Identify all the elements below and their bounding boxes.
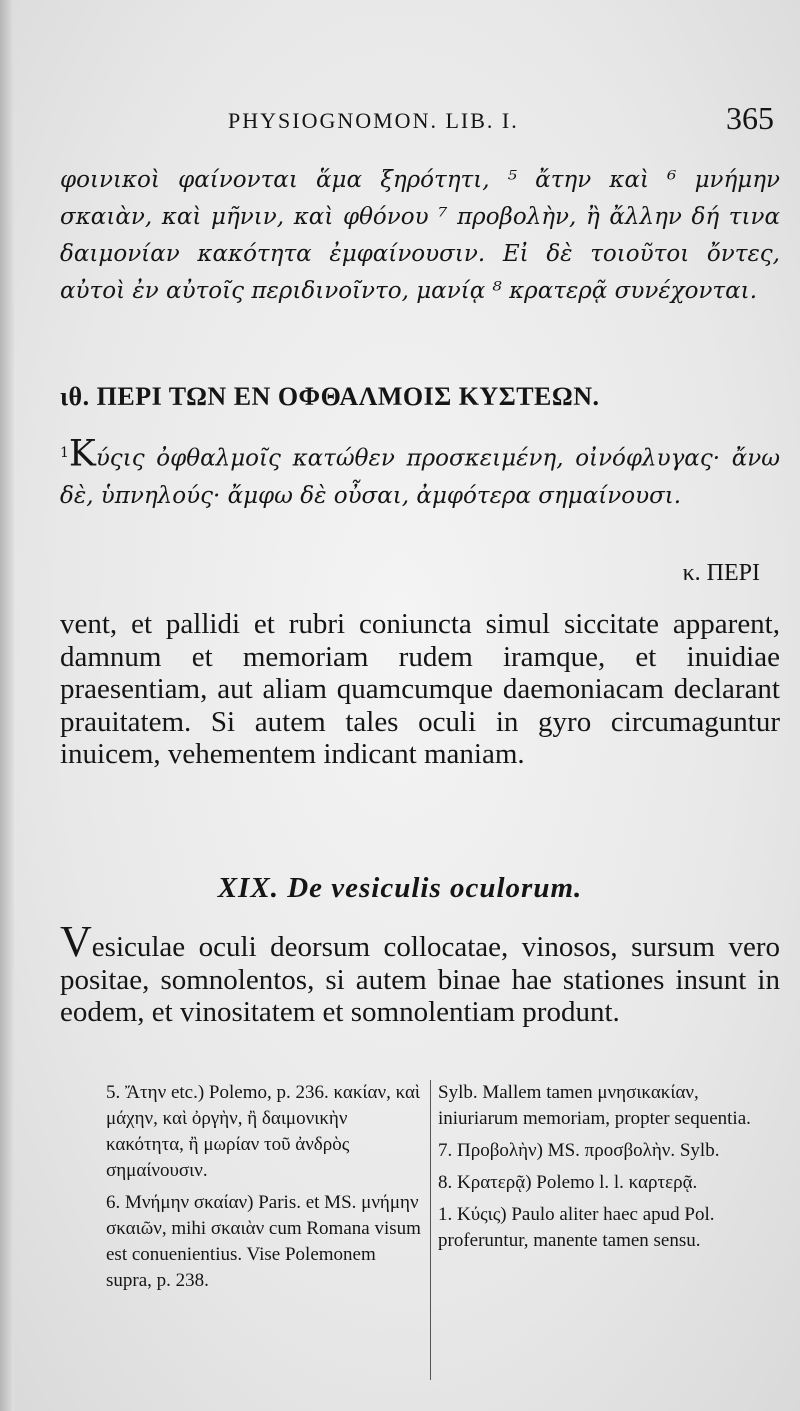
footnote: 5. Ἄτην etc.) Polemo, p. 236. κακίαν, καὶ μάχην, καὶ ὀργὴν, ἢ δαιμονικὴν κακότητα, ἢ μωρίαν τοῦ ἀνδρὸς σημαίνουσιν. <box>106 1082 421 1181</box>
footnote: Sylb. Mallem tamen μνησικακίαν, iniuriarum memoriam, propter sequentia. <box>438 1082 751 1129</box>
latin-passage-2 <box>60 917 780 1029</box>
footnote-marker: 1 <box>60 445 69 461</box>
greek-passage-1: φοινικοὶ φαίνονται ἅμα ξηρότητι, ⁵ ἄτην καὶ ⁶ μνήμην σκαιὰν, καὶ μῆνιν, καὶ φθόνου ⁷ προβολὴν, ἢ ἄλλην δή τινα δαιμονίαν κακότητα ἐμφαίνουσιν. Εἰ δὲ τοιοῦτοι ὄντες, αὐτοὶ ἐν αὐτοῖς περιδινοῖντο, μανίᾳ ⁸ κρατερᾷ συνέχονται. <box>60 167 780 304</box>
page-gutter-shadow <box>0 0 14 1411</box>
catchword: κ. ΠΕΡΙ <box>682 560 760 586</box>
greek-passage-2 <box>60 435 780 515</box>
latin-section-heading: XIX. De vesiculis oculorum. <box>217 872 583 904</box>
greek-initial-letter: Κ <box>68 433 96 475</box>
footnote: 6. Μνήμην σκαίαν) Paris. et MS. μνήμην σκαιῶν, mihi σκαιὰν cum Romana visum est conuenientius. Vise Polemonem supra, p. 238. <box>106 1192 421 1291</box>
greek-section-heading: ιθ. ΠΕΡΙ ΤΩΝ ΕΝ ΟΦΘΑΛΜΟΙΣ ΚΥΣΤΕΩΝ. <box>60 382 600 411</box>
greek-passage-2-text: ύςις ὀφθαλμοῖς κατώθεν προσκειμένη, οἰνόφλυγας· ἄνω δὲ, ὑπνηλούς· ἄμφω δὲ οὖσαι, ἀμφότερα σημαίνουσι. <box>60 445 780 509</box>
footnote: 1. Κύςις) Paulo aliter haec apud Pol. proferuntur, manente tamen sensu. <box>438 1204 715 1251</box>
latin-passage-1: vent, et pallidi et rubri coniuncta simul siccitate apparent, damnum et memoriam rudem iramque, et inuidiae praesentiam, aut aliam quamcumque daemoniacam declarant prauitatem. Si autem tales oculi in gyro circumaguntur inuicem, vehementem indicant maniam. <box>60 608 780 770</box>
footnote: 7. Προβολὴν) MS. προσβολὴν. Sylb. <box>438 1140 720 1161</box>
latin-initial-letter: V <box>60 917 92 966</box>
column-divider <box>430 1080 431 1380</box>
page-number: 365 <box>726 100 774 136</box>
footnote: 8. Κρατερᾷ) Polemo l. l. καρτερᾷ. <box>438 1172 698 1193</box>
running-title: PHYSIOGNOMON. LIB. I. <box>228 108 519 133</box>
footnotes-right-column <box>438 1080 782 1260</box>
latin-passage-2-text: esiculae oculi deorsum collocatae, vinosos, sursum vero positae, somnolentos, si autem binae hae stationes insunt in eodem, et vinositatem et somnolentiam produnt. <box>60 931 780 1028</box>
page-header <box>228 100 784 140</box>
footnotes-left-column <box>106 1080 424 1300</box>
